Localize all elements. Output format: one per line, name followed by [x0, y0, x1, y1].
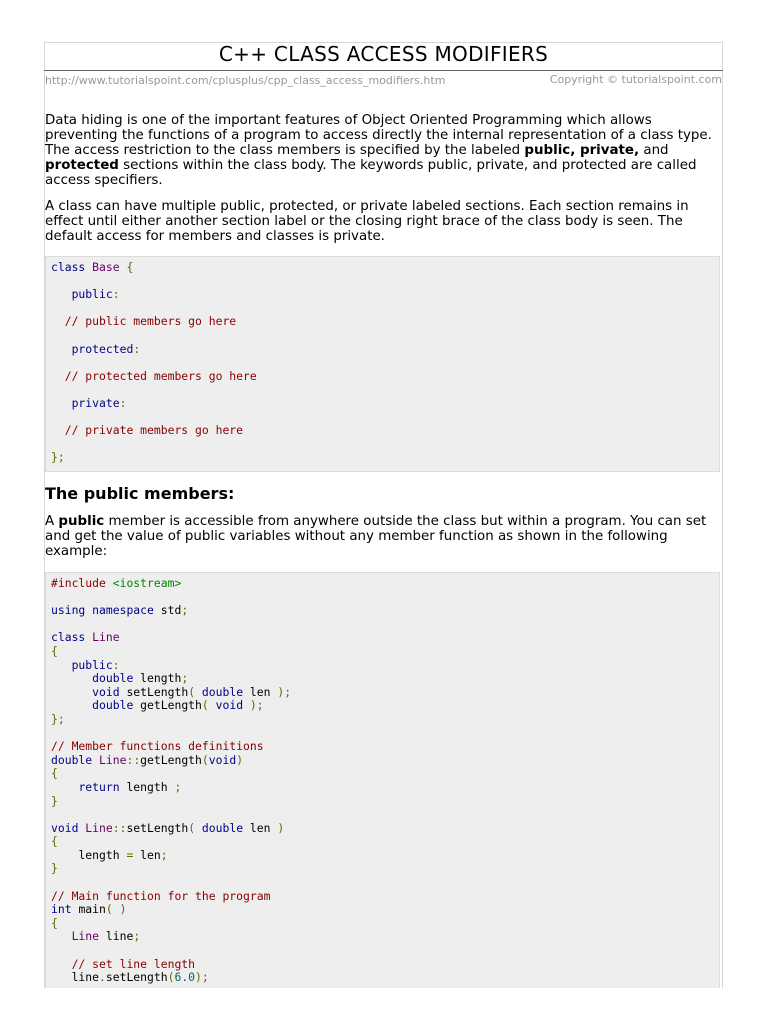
- code-block-base-class: [45, 256, 720, 472]
- code2-line: double Line::getLength(void): [51, 752, 244, 767]
- code2-line: line.setLength(6.0);: [71, 970, 209, 985]
- title-divider: [44, 70, 723, 71]
- intro-text-e: sections within the class body. The keywords public, private, and protected are called access specifiers.: [45, 158, 697, 188]
- code1-line: [51, 383, 714, 397]
- code1-line: [51, 411, 714, 425]
- code1-line: protected:: [71, 341, 141, 356]
- code2-line: [51, 944, 714, 958]
- code2-line: };: [51, 711, 65, 726]
- code2-line: {: [51, 766, 58, 781]
- code2-line: return length ;: [78, 779, 182, 794]
- code2-line: // Main function for the program: [51, 888, 271, 903]
- intro-paragraph-1: [45, 113, 725, 188]
- code2-line: [51, 876, 714, 890]
- intro-bold-protected: protected: [45, 158, 119, 173]
- code2-line: double getLength( void );: [92, 698, 264, 713]
- code2-line: [51, 727, 714, 741]
- section-heading-public-members: The public members:: [45, 484, 235, 503]
- code1-line: private:: [71, 395, 127, 410]
- intro-bold-public-private: public, private,: [524, 143, 640, 158]
- code1-line: };: [51, 450, 65, 465]
- code2-line: length = len;: [78, 847, 168, 862]
- code2-line: Line line;: [71, 929, 141, 944]
- code1-line: // public members go here: [64, 314, 237, 329]
- code2-line: // set line length: [71, 956, 196, 971]
- code1-line: [51, 356, 714, 370]
- code2-line: {: [51, 643, 58, 658]
- public-members-paragraph: [45, 514, 725, 559]
- code2-line: public:: [71, 657, 120, 672]
- public-bold-keyword: public: [58, 514, 105, 529]
- copyright-notice: Copyright © tutorialspoint.com: [549, 73, 722, 86]
- intro-text-a: Data hiding is one of the important features of Object Oriented Programming which allows preventing the functions of a program to access directly the internal representation of a class type. The access restriction to the class members is specified by the labeled: [45, 113, 712, 158]
- code1-line: // private members go here: [64, 423, 244, 438]
- code2-line: using namespace std;: [51, 603, 189, 618]
- source-url[interactable]: http://www.tutorialspoint.com/cplusplus/cpp_class_access_modifiers.htm: [45, 74, 446, 87]
- code1-line: [51, 275, 714, 289]
- code2-line: [51, 591, 714, 605]
- code2-line: [51, 808, 714, 822]
- code2-line: }: [51, 861, 58, 876]
- code2-line: {: [51, 915, 58, 930]
- intro-paragraph-2: A class can have multiple public, protected, or private labeled sections. Each section remains in effect until either another section label or the closing right brace of the class body is seen. The default access for members and classes is private.: [45, 199, 689, 244]
- code2-line: {: [51, 834, 58, 849]
- code1-line: class Base {: [51, 260, 134, 274]
- code2-line: int main( ): [51, 902, 127, 917]
- code2-line: double length;: [92, 671, 189, 686]
- code1-line: [51, 438, 714, 452]
- code2-line: class Line: [51, 630, 120, 645]
- code2-line: void setLength( double len );: [92, 684, 292, 699]
- code2-line: [51, 618, 714, 632]
- public-text-a: A: [45, 514, 59, 529]
- code2-line: #include <iostream>: [51, 576, 182, 590]
- code1-line: [51, 329, 714, 343]
- code1-line: public:: [71, 287, 120, 302]
- code1-line: [51, 302, 714, 316]
- code2-line: }: [51, 793, 58, 808]
- intro-text-c: and: [639, 143, 669, 158]
- code-block-line-example: [45, 572, 720, 988]
- page-title: C++ CLASS ACCESS MODIFIERS: [218, 42, 549, 66]
- code2-line: void Line::setLength( double len ): [51, 820, 285, 835]
- public-text-c: member is accessible from anywhere outside the class but within a program. You can set and get the value of public variables without any member function as shown in the following example:: [45, 514, 707, 559]
- code1-line: // protected members go here: [64, 368, 257, 383]
- code2-line: // Member functions definitions: [51, 739, 264, 754]
